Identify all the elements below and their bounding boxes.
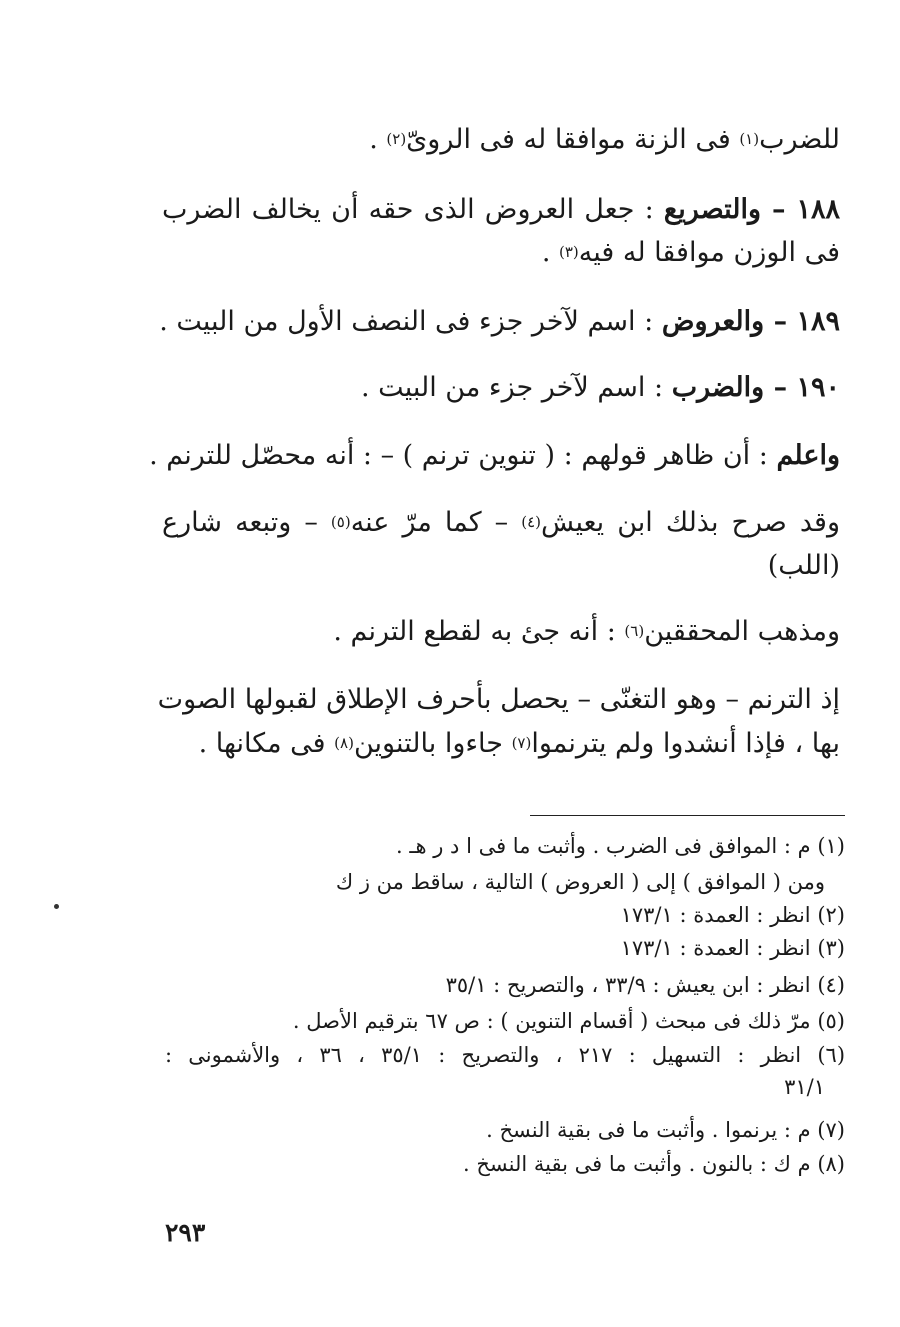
- text-line-9: [333, 612, 840, 652]
- entry-190-text: : اسم لآخر جزء من البيت .: [361, 372, 672, 403]
- footnote-ref-6: (٦): [624, 622, 645, 640]
- footnote-1-continued: ومن ( الموافق ) إلى ( العروض ) التالية ، ساقط من ز ك: [335, 870, 825, 894]
- text-line-2: [162, 190, 840, 230]
- entry-188-text: : جعل العروض الذى حقه أن يخالف الضرب: [162, 194, 664, 225]
- footnote-8: (٨) م ك : بالنون . وأثبت ما فى بقية النسخ .: [463, 1152, 845, 1176]
- text-line-3: [542, 233, 840, 273]
- line-11-part-a: بها ، فإذا أنشدوا ولم يترنموا: [531, 728, 840, 759]
- footnote-6-continued: ٣١/١: [784, 1075, 825, 1099]
- waalam-heading: واعلم: [776, 440, 840, 471]
- line-7-part-a: وقد صرح بذلك ابن يعيش: [541, 507, 840, 538]
- line-7-part-b: – كما مرّ عنه: [350, 507, 522, 538]
- footnote-6: (٦) انظر : التسهيل : ٢١٧ ، والتصريح : ٣٥/١ ، ٣٦ ، والأشمونى :: [165, 1043, 846, 1067]
- footnote-1: (١) م : الموافق فى الضرب . وأثبت ما فى ا د ر هـ .: [395, 834, 845, 858]
- line-1-part-c: .: [369, 124, 387, 155]
- line-10-text: إذ الترنم – وهو التغنّى – يحصل بأحرف الإطلاق لقبولها الصوت: [157, 684, 840, 715]
- footnote-4: (٤) انظر : ابن يعيش : ٣٣/٩ ، والتصريح : ٣٥/١: [445, 973, 845, 997]
- footnote-7: (٧) م : يرنموا . وأثبت ما فى بقية النسخ .: [486, 1118, 845, 1142]
- text-line-7: [162, 503, 840, 543]
- page-number: ٢٩٣: [165, 1218, 206, 1247]
- text-line-1: [369, 120, 840, 160]
- line-3-part-b: .: [541, 237, 559, 268]
- text-line-10: [157, 680, 840, 720]
- line-11-part-b: جاءوا بالتنوين: [353, 728, 512, 759]
- footnote-3: (٣) انظر : العمدة : ١٧٣/١: [620, 936, 845, 960]
- text-line-8: [768, 546, 840, 586]
- footnote-separator: [530, 815, 845, 816]
- entry-189-heading: ١٨٩ – والعروض: [661, 306, 840, 337]
- footnote-ref-5: (٥): [330, 513, 351, 531]
- footnote-5: (٥) مرّ ذلك فى مبحث ( أقسام التنوين ) : ص ٦٧ بترقيم الأصل .: [292, 1009, 845, 1033]
- text-line-6: [149, 436, 840, 476]
- line-9-part-a: ومذهب المحققين: [644, 616, 840, 647]
- waalam-text: : أن ظاهر قولهم : ( تنوين ترنم ) – : أنه محصّل للترنم .: [149, 440, 777, 471]
- footnote-ref-4: (٤): [521, 513, 542, 531]
- line-11-part-c: فى مكانها .: [198, 728, 335, 759]
- footnote-ref-1: (١): [739, 130, 760, 148]
- entry-188-heading: ١٨٨ – والتصريع: [663, 194, 840, 225]
- line-7-part-c: – وتبعه شارع: [162, 507, 331, 538]
- line-3-part-a: فى الوزن موافقا له فيه: [578, 237, 840, 268]
- footnote-ref-7: (٧): [511, 734, 532, 752]
- line-1-part-a: للضرب: [759, 124, 840, 155]
- al-lubb-text: (اللب): [767, 550, 840, 581]
- footnote-2: (٢) انظر : العمدة : ١٧٣/١: [620, 903, 845, 927]
- text-line-4: [159, 302, 840, 342]
- footnote-ref-3: (٣): [558, 243, 579, 261]
- entry-189-text: : اسم لآخر جزء فى النصف الأول من البيت .: [159, 306, 662, 337]
- entry-190-heading: ١٩٠ – والضرب: [671, 372, 840, 403]
- line-1-part-b: فى الزنة موافقا له فى الروىّ: [406, 124, 740, 155]
- footnote-ref-8: (٨): [334, 734, 354, 752]
- text-line-11: [199, 724, 840, 764]
- line-9-part-b: : أنه جئ به لقطع الترنم .: [333, 616, 625, 647]
- scan-speck: [54, 904, 59, 909]
- footnote-ref-2: (٢): [386, 130, 407, 148]
- text-line-5: [361, 368, 840, 408]
